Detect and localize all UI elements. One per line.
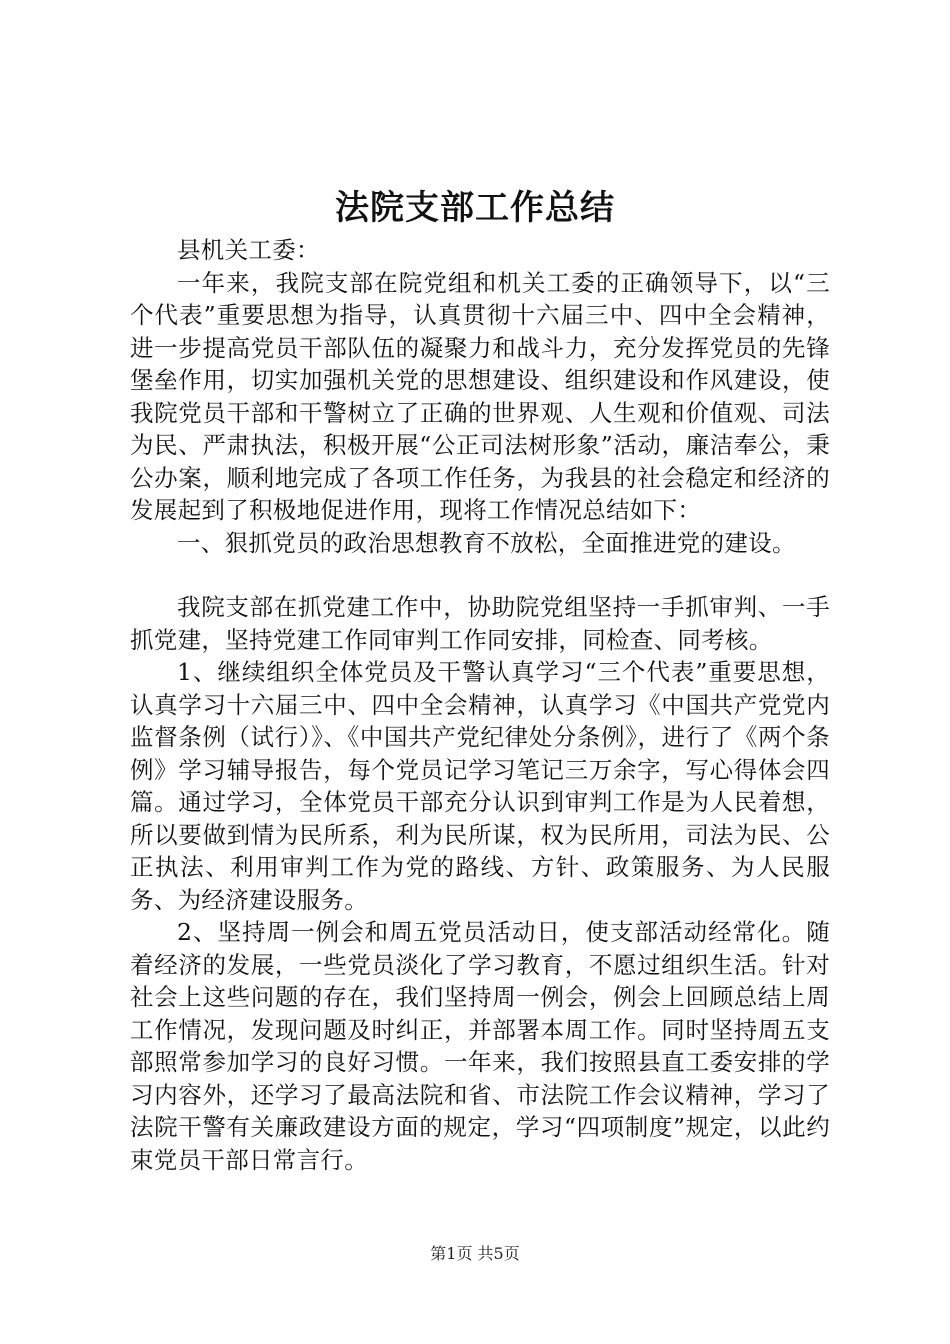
paragraph-intro: 一年来，我院支部在院党组和机关工委的正确领导下，以“三个代表”重要思想为指导，认真贯彻十六届三中、四中全会精神，进一步提高党员干部队伍的凝聚力和战斗力，充分发挥党员的先锋堡垒作用，切实加强机关党的思想建设、组织建设和作风建设，使我院党员干部和干警树立了正确的世界观、人生观和价值观、司法为民、严肃执法，积极开展“公正司法树形象”活动，廉洁奉公，秉公办案，顺利地完成了各项工作任务，为我县的社会稳定和经济的发展起到了积极地促进作用，现将工作情况总结如下： xyxy=(130,268,830,524)
paragraph-item-2: 2、坚持周一例会和周五党员活动日，使支部活动经常化。随着经济的发展，一些党员淡化了学习教育，不愿过组织生活。针对社会上这些问题的存在，我们坚持周一例会，例会上回顾总结上周工作情况，发现问题及时纠正，并部署本周工作。同时坚持周五支部照常参加学习的良好习惯。一年来，我们按照县直工委安排的学习内容外，还学习了最高法院和省、市法院工作会议精神，学习了法院干警有关廉政建设方面的规定，学习“四项制度”规定，以此约束党员干部日常言行。 xyxy=(130,918,830,1174)
paragraph-party-building: 我院支部在抓党建工作中，协助院党组坚持一手抓审判、一手抓党建，坚持党建工作同审判工作同安排，同检查、同考核。 xyxy=(130,593,830,654)
paragraph-item-1: 1、继续组织全体党员及干警认真学习“三个代表”重要思想，认真学习十六届三中、四中全会精神，认真学习《中国共产党党内监督条例（试行）》、《中国共产党纪律处分条例》，进行了《两个条例》学习辅导报告，每个党员记学习笔记三万余字，写心得体会四篇。通过学习，全体党员干部充分认识到审判工作是为人民着想，所以要做到情为民所系，利为民所谋，权为民所用，司法为民、公正执法、利用审判工作为党的路线、方针、政策服务、为人民服务、为经济建设服务。 xyxy=(130,658,830,914)
paragraph-gap xyxy=(130,559,830,591)
document-title: 法院支部工作总结 xyxy=(335,188,615,228)
page-footer: 第1页 共5页 xyxy=(430,1244,520,1263)
salutation: 县机关工委： xyxy=(177,236,320,264)
document-body xyxy=(130,234,830,1176)
section-heading-1: 一、狠抓党员的政治思想教育不放松，全面推进党的建设。 xyxy=(177,528,796,557)
